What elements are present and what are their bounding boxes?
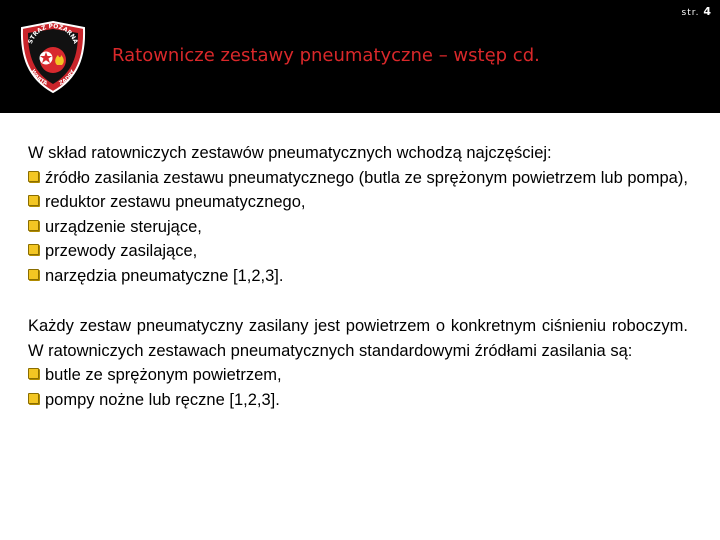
list-item-text: narzędzia pneumatyczne [1,2,3]. (45, 266, 284, 285)
page-number-value: 4 (703, 5, 712, 18)
list-item-text: pompy nożne lub ręczne [1,2,3]. (45, 390, 280, 409)
bullet-icon (28, 195, 39, 206)
list-item (28, 190, 688, 215)
list-item-text: przewody zasilające, (45, 242, 198, 260)
bullet-icon (28, 368, 39, 379)
section2-intro: Każdy zestaw pneumatyczny zasilany jest powietrzem o konkretnym ciśnieniu roboczym. W ratowniczych zestawach pneumatycznych standardowymi źródłami zasilania są: (28, 317, 688, 360)
list-item-text: reduktor zestawu pneumatycznego, (45, 193, 306, 211)
page-label: str. (681, 8, 700, 18)
bullet-icon (28, 244, 39, 255)
list-item (28, 239, 688, 264)
slide-header (0, 0, 720, 113)
fire-brigade-logo (18, 20, 88, 94)
logo-text-top: STRAŻ POŻARNA (27, 22, 79, 45)
fire-brigade-badge-icon (18, 20, 88, 94)
paragraph-spacer (28, 288, 688, 314)
logo-text-bottom-left: WARTA (29, 68, 48, 87)
list-item (28, 388, 688, 413)
bullet-icon (28, 171, 39, 182)
list-item (28, 363, 688, 388)
list-item-text: źródło zasilania zestawu pneumatycznego (butla ze sprężonym powietrzem lub pompa), (45, 168, 688, 187)
slide-body (28, 141, 688, 412)
list-item (28, 166, 688, 191)
section1-intro: W skład ratowniczych zestawów pneumatycznych wchodzą najczęściej: (28, 144, 552, 162)
list-item (28, 215, 688, 240)
bullet-icon (28, 393, 39, 404)
bullet-icon (28, 269, 39, 280)
list-item (28, 264, 688, 289)
list-item-text: butle ze sprężonym powietrzem, (45, 366, 282, 384)
slide-title: Ratownicze zestawy pneumatyczne – wstęp cd. (112, 45, 540, 66)
logo-text-bottom-right: ZADRY (58, 69, 77, 87)
page-number (682, 5, 712, 18)
bullet-icon (28, 220, 39, 231)
list-item-text: urządzenie sterujące, (45, 217, 202, 236)
